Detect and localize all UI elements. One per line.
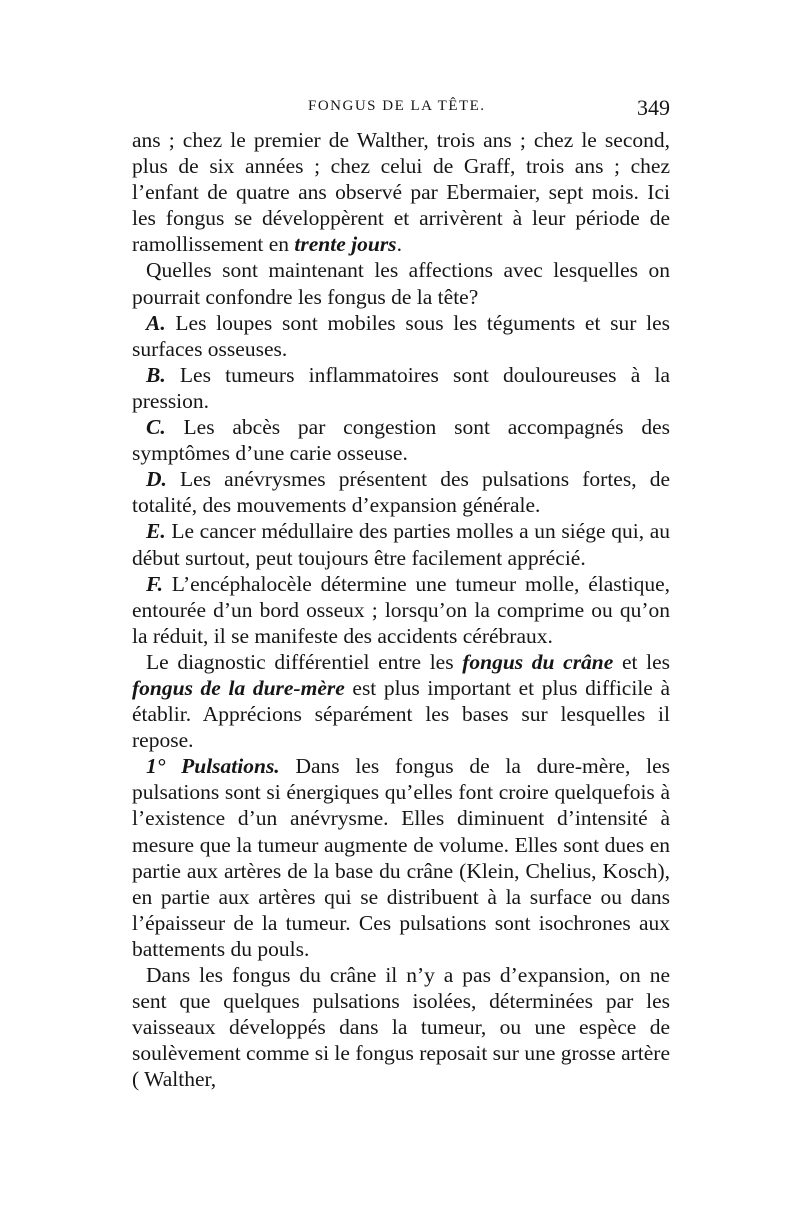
list-item-d <box>132 466 670 518</box>
paragraph-text: Le diagnostic différentiel entre les <box>146 649 463 674</box>
item-label: D. <box>146 467 167 492</box>
paragraph-text: Dans les fongus du crâne il n’y a pas d’expansion, on ne sent que quelques pulsations isolées, déterminées par les vaisseaux développés dans la tumeur, ou une espèce de soulèvement comme si le fongus reposait sur une grosse artère ( Walther, <box>132 963 670 1092</box>
list-item-e <box>132 518 670 570</box>
paragraph-text: Les abcès par congestion sont accompagnés des symptômes d’une carie osseuse. <box>132 415 670 466</box>
paragraph-text: L’encéphalocèle détermine une tumeur molle, élastique, entourée d’un bord osseux ; lorsqu’on la comprime ou qu’on la réduit, il se manifeste des accidents cérébraux. <box>132 571 670 648</box>
paragraph-text: ans ; chez le premier de Walther, trois ans ; chez le second, plus de six années ; chez celui de Graff, trois ans ; chez l’enfant de quatre ans observé par Ebermaier, sept mois. Ici les fongus se développèrent et arrivèrent à leur période de ramollissement en <box>132 128 670 257</box>
paragraph <box>132 257 670 309</box>
paragraph <box>132 649 670 753</box>
item-label: C. <box>146 415 166 440</box>
paragraph <box>132 753 670 962</box>
paragraph-text: Le cancer médullaire des parties molles a un siége qui, au début surtout, peut toujours être facilement apprécié. <box>132 519 670 570</box>
paragraph-text: est plus important et plus difficile à établir. Apprécions séparément les bases sur lesquelles il repose. <box>132 675 670 753</box>
paragraph-text: Les loupes sont mobiles sous les téguments et sur les surfaces osseuses. <box>132 310 670 361</box>
paragraph-text: et les <box>613 649 670 674</box>
emphasis: fongus de la dure-mère <box>132 675 345 700</box>
list-item-c <box>132 414 670 466</box>
running-title: FONGUS DE LA TÊTE. <box>308 98 486 114</box>
item-label: B. <box>146 362 166 387</box>
item-label: A. <box>146 310 166 335</box>
running-header <box>132 95 670 124</box>
paragraph-text: Quelles sont maintenant les affections avec lesquelles on pourrait confondre les fongus de la tête? <box>132 258 670 309</box>
list-item-b <box>132 362 670 414</box>
item-label: E. <box>146 519 166 544</box>
item-label: F. <box>146 571 163 596</box>
paragraph <box>132 962 670 1092</box>
emphasis: trente jours <box>294 232 397 257</box>
page-number: 349 <box>637 95 670 120</box>
emphasis: fongus du crâne <box>462 649 614 674</box>
section-label: 1° Pulsations. <box>146 754 280 779</box>
body-text <box>132 127 670 1092</box>
paragraph <box>132 127 670 257</box>
list-item-f <box>132 571 670 649</box>
paragraph-text: . <box>396 232 402 257</box>
paragraph-text: Les anévrysmes présentent des pulsations fortes, de totalité, des mouvements d’expansion générale. <box>132 467 670 518</box>
list-item-a <box>132 310 670 362</box>
paragraph-text: Dans les fongus de la dure-mère, les pulsations sont si énergiques qu’elles font croire quelquefois à l’existence d’un anévrysme. Elles diminuent d’intensité à mesure que la tumeur augmente de volume. Elles sont dues en partie aux artères de la base du crâne (Klein, Chelius, Kosch), en partie aux artères qui se distribuent à la surface ou dans l’épaisseur de la tumeur. Ces pulsations sont isochrones aux battements du pouls. <box>132 754 670 961</box>
paragraph-text: Les tumeurs inflammatoires sont douloureuses à la pression. <box>132 362 670 413</box>
